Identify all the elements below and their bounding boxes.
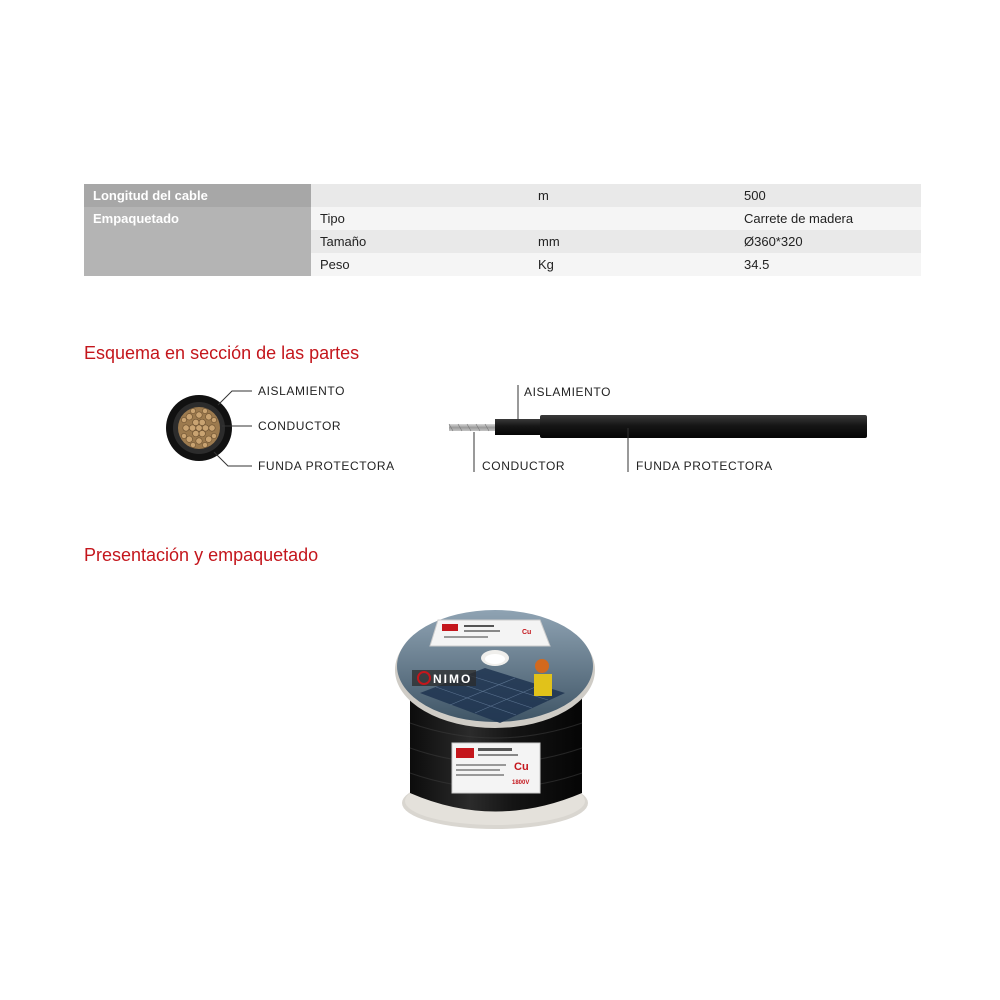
label-sheath-side: FUNDA PROTECTORA (636, 459, 773, 473)
row-sublabel: Tamaño (320, 234, 367, 249)
label-conductor: CONDUCTOR (258, 419, 342, 433)
leader-line-insulation (218, 391, 252, 405)
section-title-scheme: Esquema en sección de las partes (84, 343, 360, 363)
bare-conductor (449, 424, 497, 431)
row-unit: mm (538, 234, 560, 249)
leader-line-sheath (214, 452, 252, 466)
row-value: Ø360*320 (744, 234, 803, 249)
protective-sheath (540, 415, 867, 438)
front-label-metal: Cu (514, 761, 529, 773)
section-title-packaging: Presentación y empaquetado (84, 545, 319, 565)
row-label (84, 230, 311, 253)
cable-reel-photo (390, 598, 610, 838)
reel-front-label (452, 743, 540, 793)
row-unit: m (538, 188, 549, 203)
cable-cross-section (166, 391, 252, 466)
insulation-layer (495, 419, 543, 435)
worker-vest (534, 674, 552, 696)
top-label-metal: Cu (522, 629, 532, 636)
label-sheath: FUNDA PROTECTORA (258, 459, 395, 473)
row-value: 34.5 (744, 257, 770, 272)
row-unit: Kg (538, 257, 554, 272)
row-label: Longitud del cable (93, 188, 208, 203)
worker-helmet (535, 659, 549, 673)
row-sublabel: Peso (320, 257, 350, 272)
label-conductor-side: CONDUCTOR (482, 459, 566, 473)
row-value: 500 (744, 188, 766, 203)
row-label (84, 253, 311, 276)
label-insulation: AISLAMIENTO (258, 384, 346, 398)
row-value: Carrete de madera (744, 211, 854, 226)
row-sublabel: Tipo (320, 211, 345, 226)
brand-name: NIMO (433, 672, 473, 686)
row-label: Empaquetado (93, 211, 179, 226)
reel-top-label (430, 620, 550, 646)
label-insulation-side: AISLAMIENTO (524, 385, 612, 399)
front-label-voltage: 1800V (512, 780, 530, 786)
